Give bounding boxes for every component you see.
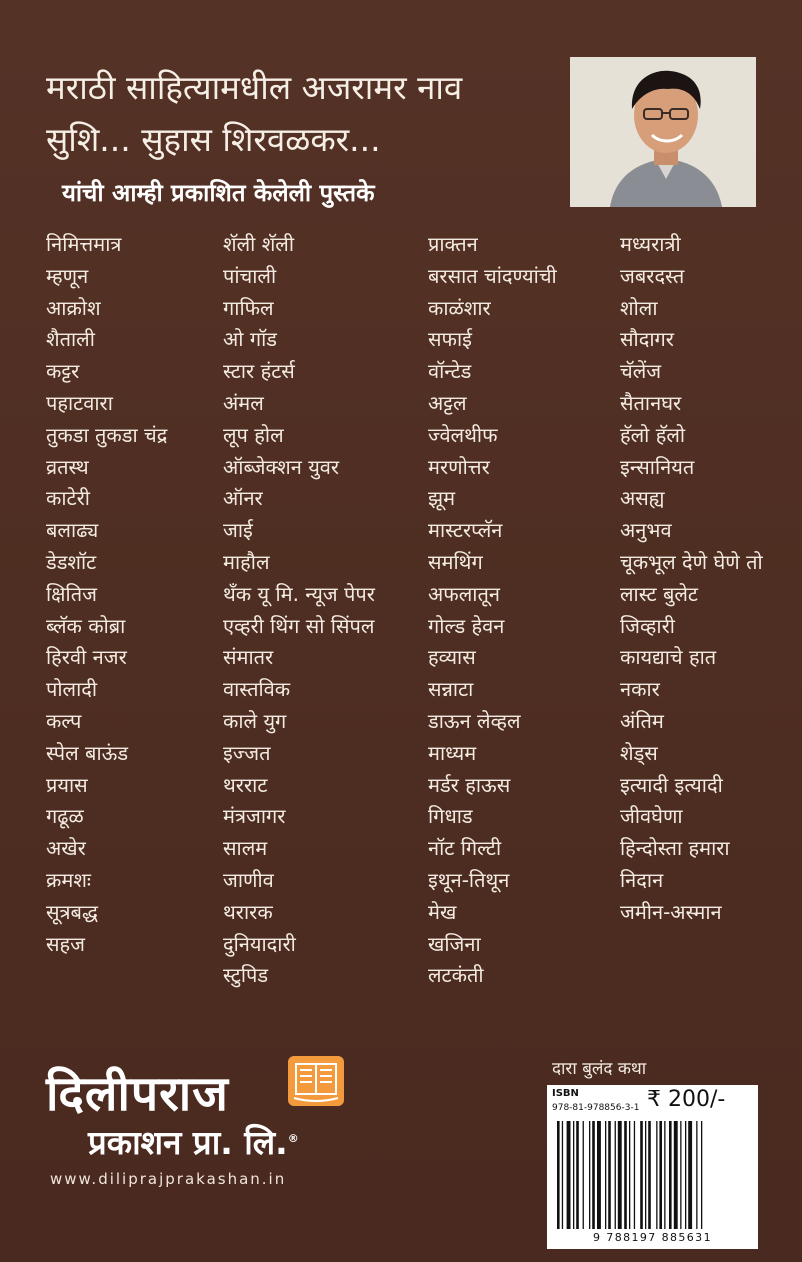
book-title: झूम (428, 486, 456, 511)
publisher-name-line-2-text: प्रकाशन प्रा. लि. (88, 1123, 288, 1162)
book-title: प्राक्तन (428, 232, 478, 256)
book-title: माहौल (223, 549, 270, 574)
publisher-name-line-1: दिलीपराज (46, 1066, 229, 1122)
publisher-name-line-2 (46, 1120, 299, 1162)
book-title: मंत्रजागर (223, 804, 286, 829)
headline (46, 62, 566, 166)
book-title: अखेर (46, 836, 86, 861)
book-title: अंतिम (620, 708, 664, 733)
book-title: जाणीव (223, 867, 274, 892)
book-title: व्रतस्थ (46, 454, 89, 479)
book-title: सौदागर (620, 327, 674, 352)
book-title: थरराट (223, 772, 268, 797)
book-title: खजिना (428, 931, 481, 956)
book-title: थँक यू मि. न्यूज पेपर (223, 581, 375, 606)
book-title: माध्यम (428, 740, 477, 765)
book-title: चूकभूल देणे घेणे तो (620, 549, 763, 574)
book-title: निमित्तमात्र (46, 232, 122, 256)
book-title: मेख (428, 899, 457, 924)
book-title: शोला (620, 295, 658, 320)
book-title: लटकंती (428, 963, 484, 988)
book-title: गोल्ड हेवन (428, 613, 505, 638)
book-title: शैताली (46, 327, 95, 352)
book-title: ओ गॉड (223, 327, 277, 352)
book-title: मध्यरात्री (620, 232, 681, 256)
headline-line-2: सुशि... सुहास शिरवळकर... (46, 120, 381, 159)
book-title: सालम (223, 836, 268, 861)
book-title: इथून-तिथून (428, 867, 510, 892)
book-title: निदान (620, 867, 664, 892)
book-title: तुकडा तुकडा चंद्र (46, 422, 168, 447)
book-title: संमातर (223, 645, 274, 670)
book-title: मर्डर हाऊस (428, 772, 511, 797)
book-list-column-3 (428, 229, 618, 992)
author-portrait-icon (570, 57, 756, 207)
isbn-label: ISBN (552, 1088, 579, 1099)
book-title: प्रयास (46, 772, 88, 797)
book-title: इन्सानियत (620, 454, 695, 479)
book-title: थरारक (223, 899, 273, 924)
book-title: अफलातून (428, 581, 500, 606)
book-title: काळंशार (428, 295, 491, 320)
book-title: हव्यास (428, 645, 476, 670)
book-title: लूप होल (223, 422, 284, 447)
book-title: डाऊन लेव्हल (428, 708, 521, 733)
book-title: मरणोत्तर (428, 454, 490, 479)
headline-line-1: मराठी साहित्यामधील अजरामर नाव (46, 68, 463, 107)
book-title: इत्यादी इत्यादी (620, 772, 723, 797)
book-title: पांचाली (223, 263, 277, 288)
book-title: चॅलेंज (620, 359, 662, 384)
book-title: कल्प (46, 708, 82, 733)
registered-mark: ® (287, 1132, 299, 1145)
book-title: म्हणून (46, 263, 89, 288)
book-title: इज्जत (223, 740, 271, 765)
isbn-number: 978-81-978856-3-1 (552, 1103, 640, 1113)
book-title: आक्रोश (46, 295, 101, 320)
book-title: डेडशॉट (46, 549, 97, 574)
open-book-logo-icon (286, 1050, 346, 1110)
book-title: सन्नाटा (428, 677, 474, 702)
publisher-website: www.diliprajprakashan.in (50, 1170, 287, 1188)
book-title: स्टुपिड (223, 963, 269, 988)
barcode-icon (555, 1121, 750, 1229)
book-title: अनुभव (620, 518, 672, 543)
book-title: असह्य (620, 486, 665, 511)
publisher-logo (46, 1068, 299, 1162)
book-title: ज्वेलथीफ (428, 422, 498, 447)
book-title: लास्ट बुलेट (620, 581, 699, 606)
book-title: जिव्हारी (620, 613, 675, 638)
book-title: जीवघेणा (620, 804, 683, 829)
book-title: पहाटवारा (46, 390, 113, 415)
book-title: समथिंग (428, 549, 483, 574)
book-list-column-4 (620, 229, 795, 929)
book-list-heading: यांची आम्ही प्रकाशित केलेली पुस्तके (62, 179, 375, 207)
book-title: शॅली शॅली (223, 232, 295, 256)
book-title: नकार (620, 677, 660, 702)
book-title: ऑब्जेक्शन युवर (223, 454, 340, 479)
book-title: हिन्दोस्ता हमारा (620, 836, 730, 861)
book-title: अंमल (223, 390, 264, 415)
book-title: हिरवी नजर (46, 645, 127, 670)
book-title: वास्तविक (223, 677, 291, 702)
book-title: गढूळ (46, 804, 84, 829)
book-list-column-1 (46, 229, 216, 960)
book-title: गिधाड (428, 804, 473, 829)
author-photo (570, 57, 756, 207)
book-title: सूत्रबद्ध (46, 899, 98, 924)
book-title: कट्टर (46, 359, 80, 384)
book-title: अट्टल (428, 390, 467, 415)
book-title: वॉन्टेड (428, 359, 472, 384)
book-title: मास्टरप्लॅन (428, 518, 503, 543)
book-title: सहज (46, 931, 85, 956)
price: ₹ 200/- (647, 1087, 726, 1112)
book-title: ब्लॅक कोब्रा (46, 613, 126, 638)
book-title: काटेरी (46, 486, 90, 511)
book-title: काले युग (223, 708, 287, 733)
book-title: जमीन-अस्मान (620, 899, 722, 924)
book-title: सफाई (428, 327, 472, 352)
book-title: दुनियादारी (223, 931, 296, 956)
book-title: गाफिल (223, 295, 274, 320)
book-list-column-2 (223, 229, 423, 992)
book-title: जाई (223, 518, 253, 543)
book-title: ऑनर (223, 486, 263, 511)
book-title: नॉट गिल्टी (428, 836, 502, 861)
book-title: बलाढ्य (46, 518, 99, 543)
imprint-label: दारा बुलंद कथा (552, 1059, 647, 1079)
book-title: स्टार हंटर्स (223, 359, 295, 384)
book-title: हॅलो हॅलो (620, 422, 686, 447)
book-title: क्षितिज (46, 581, 97, 606)
book-title: कायद्याचे हात (620, 645, 717, 670)
barcode-digits: 9 788197 885631 (593, 1231, 712, 1244)
barcode-label (547, 1085, 758, 1249)
book-title: क्रमशः (46, 867, 91, 892)
book-title: बरसात चांदण्यांची (428, 263, 557, 288)
book-title: एव्हरी थिंग सो सिंपल (223, 613, 375, 638)
book-title: पोलादी (46, 677, 98, 702)
book-title: शेड्स (620, 740, 658, 765)
book-title: सैतानघर (620, 390, 682, 415)
book-title: जबरदस्त (620, 263, 685, 288)
book-title: स्पेल बाऊंड (46, 740, 129, 765)
